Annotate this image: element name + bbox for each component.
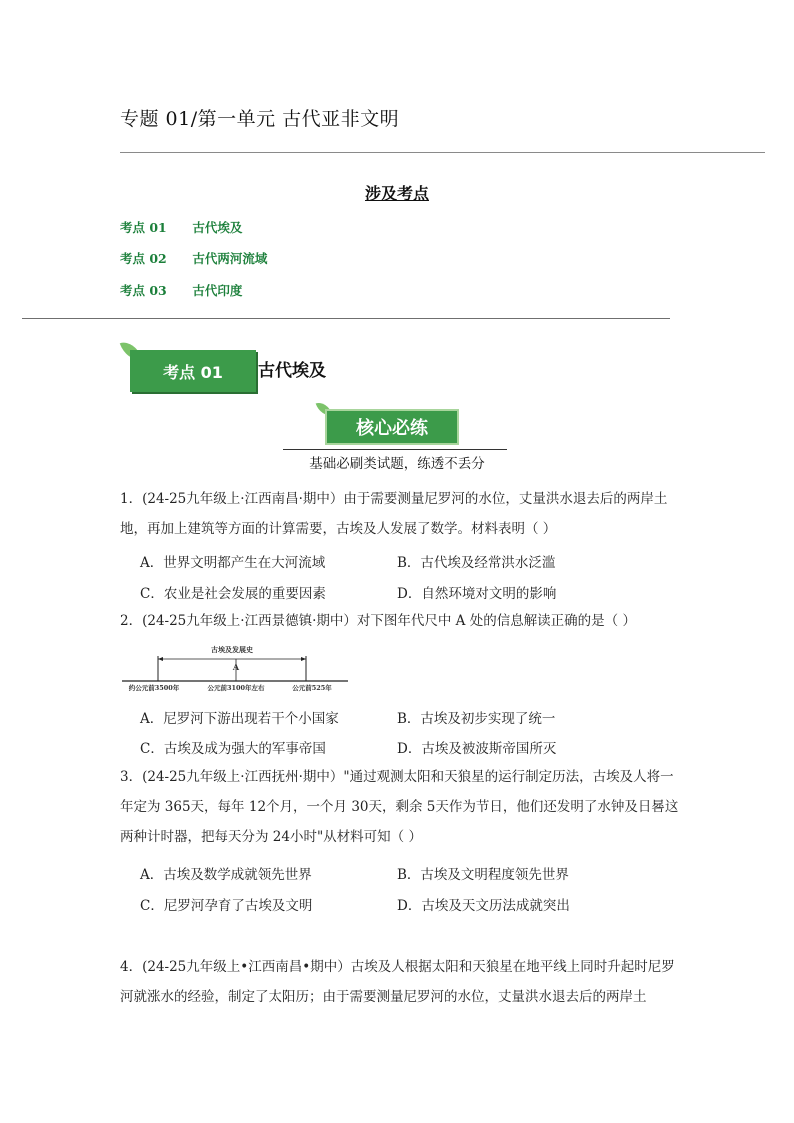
option: D．自然环境对文明的影响: [397, 586, 557, 602]
question-2: 2．(24-25九年级上·江西景德镇·期中）对下图年代尺中 A 处的信息解读正确的是（ ）: [120, 613, 636, 629]
kaodian-banner: 考点 01: [130, 350, 256, 392]
kaodian-item: [120, 249, 267, 267]
page-title: 专题 01/第一单元 古代亚非文明: [120, 108, 400, 130]
timeline-label: 公元前525年: [292, 684, 332, 692]
title-divider: [120, 152, 765, 153]
kaodian-name: 古代埃及: [192, 220, 243, 235]
option: A．古埃及数学成就领先世界: [140, 867, 312, 883]
section-heading: 涉及考点: [364, 184, 429, 203]
option: C．农业是社会发展的重要因素: [140, 586, 326, 602]
option: C．古埃及成为强大的军事帝国: [140, 741, 326, 757]
timeline-label: 公元前3100年左右: [207, 684, 265, 692]
timeline-marker: A: [232, 662, 240, 672]
core-practice-badge: 核心必练: [325, 409, 459, 445]
core-underline: [283, 449, 507, 450]
timeline-title: 古埃及发展史: [211, 645, 253, 654]
timeline-figure: [120, 642, 352, 694]
option: C．尼罗河孕育了古埃及文明: [140, 898, 313, 914]
kaodian-item: [120, 281, 242, 299]
option: B．古代埃及经常洪水泛滥: [397, 555, 556, 571]
kaodian-number: 考点 01: [120, 220, 167, 235]
option: D．古埃及被波斯帝国所灭: [397, 741, 557, 757]
question-3: 3．(24-25九年级上·江西抚州·期中）"通过观测太阳和天狼星的运行制定历法，古埃及人将一年定为 365天，每年 12个月，一个月 30天，剩余 5天作为节日，他们还发明了水钟及日晷这两种计时器，把每天分为 24小时"从材料可知（ ）: [120, 769, 679, 845]
option: B．古埃及文明程度领先世界: [397, 867, 569, 883]
kaodian-number: 考点 03: [120, 283, 167, 298]
kaodian-number: 考点 02: [120, 251, 167, 266]
section-divider: [22, 318, 670, 319]
question-4: 4．(24-25九年级上•江西南昌•期中）古埃及人根据太阳和天狼星在地平线上同时升起时尼罗河就涨水的经验，制定了太阳历；由于需要测量尼罗河的水位，丈量洪水退去后的两岸土: [120, 959, 675, 1005]
banner-title: 古代埃及: [258, 361, 326, 381]
option: D．古埃及天文历法成就突出: [397, 898, 570, 914]
core-subtitle: 基础必刷类试题，练透不丢分: [309, 456, 485, 472]
kaodian-item: [120, 218, 242, 236]
option: A．世界文明都产生在大河流域: [140, 555, 326, 571]
question-1: 1．(24-25九年级上·江西南昌·期中）由于需要测量尼罗河的水位，丈量洪水退去后的两岸土地，再加上建筑等方面的计算需要，古埃及人发展了数学。材料表明（ ）: [120, 491, 668, 537]
option: A．尼罗河下游出现若干个小国家: [140, 711, 339, 727]
kaodian-name: 古代印度: [192, 283, 243, 298]
option: B．古埃及初步实现了统一: [397, 711, 556, 727]
kaodian-name: 古代两河流域: [192, 251, 268, 266]
timeline-label: 约公元前3500年: [128, 684, 180, 692]
